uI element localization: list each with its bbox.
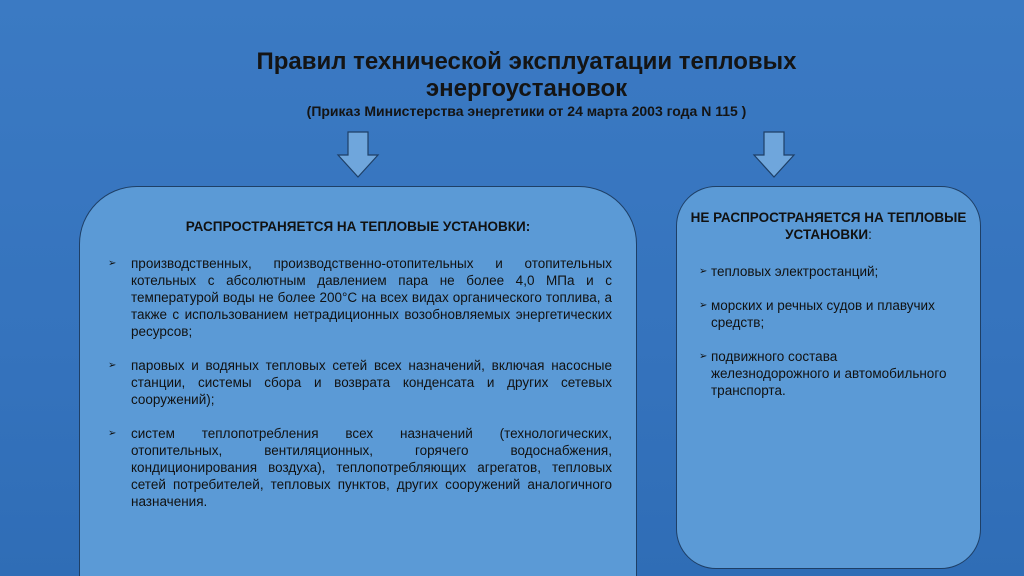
arrow-bullet-icon: ➢: [108, 428, 117, 439]
does-not-apply-panel: [676, 186, 981, 569]
down-arrow-icon: [336, 131, 380, 179]
arrow-bullet-icon: ➢: [108, 258, 117, 269]
title-line-2: энергоустановок: [425, 75, 628, 102]
list-item-text: морских и речных судов и плавучих средств;: [711, 298, 935, 330]
arrow-bullet-icon: ➢: [699, 266, 708, 277]
down-arrow-icon: [752, 131, 796, 179]
does-not-apply-heading: [687, 209, 970, 243]
list-item-text: паровых и водяных тепловых сетей всех назначений, включая насосные станции, системы сбора и возврата конденсата и других сетевых сооружений);: [131, 358, 612, 407]
applies-to-list: [106, 255, 612, 527]
slide-title: [0, 48, 1024, 102]
list-item-text: подвижного состава железнодорожного и автомобильного транспорта.: [711, 349, 947, 398]
does-not-apply-list: [699, 263, 959, 416]
list-item-text: производственных, производственно-отопительных и отопительных котельных с абсолютным давлением пара не более 4,0 МПа и с температурой воды не более 200°С на всех видах органического топлива, а также с использованием нетрадиционных возобновляемых энергетических ресурсов;: [131, 256, 612, 339]
list-item-text: тепловых электростанций;: [711, 264, 879, 279]
list-item: [106, 425, 612, 510]
list-item-text: систем теплопотребления всех назначений (технологических, отопительных, вентиляционных, горячего водоснабжения, кондиционирования воздуха), теплопотребляющих агрегатов, тепловых сетей потребителей, тепловых пунктов, других сооружений аналогичного назначения.: [131, 426, 612, 509]
applies-to-heading: РАСПРОСТРАНЯЕТСЯ НА ТЕПЛОВЫЕ УСТАНОВКИ:: [185, 219, 531, 234]
list-item: [699, 348, 959, 399]
list-item: [106, 255, 612, 340]
slide-subtitle: (Приказ Министерства энергетики от 24 марта 2003 года N 115 ): [306, 103, 747, 119]
list-item: [699, 263, 959, 280]
arrow-bullet-icon: ➢: [699, 300, 708, 311]
list-item: [699, 297, 959, 331]
list-item: [106, 357, 612, 408]
title-line-1: Правил технической эксплуатации тепловых: [256, 48, 797, 75]
applies-to-panel: [79, 186, 637, 576]
heading-colon: :: [868, 227, 872, 242]
arrow-bullet-icon: ➢: [108, 360, 117, 371]
arrow-bullet-icon: ➢: [699, 351, 708, 362]
heading-text: НЕ РАСПРОСТРАНЯЕТСЯ НА ТЕПЛОВЫЕ УСТАНОВКИ: [690, 210, 967, 242]
